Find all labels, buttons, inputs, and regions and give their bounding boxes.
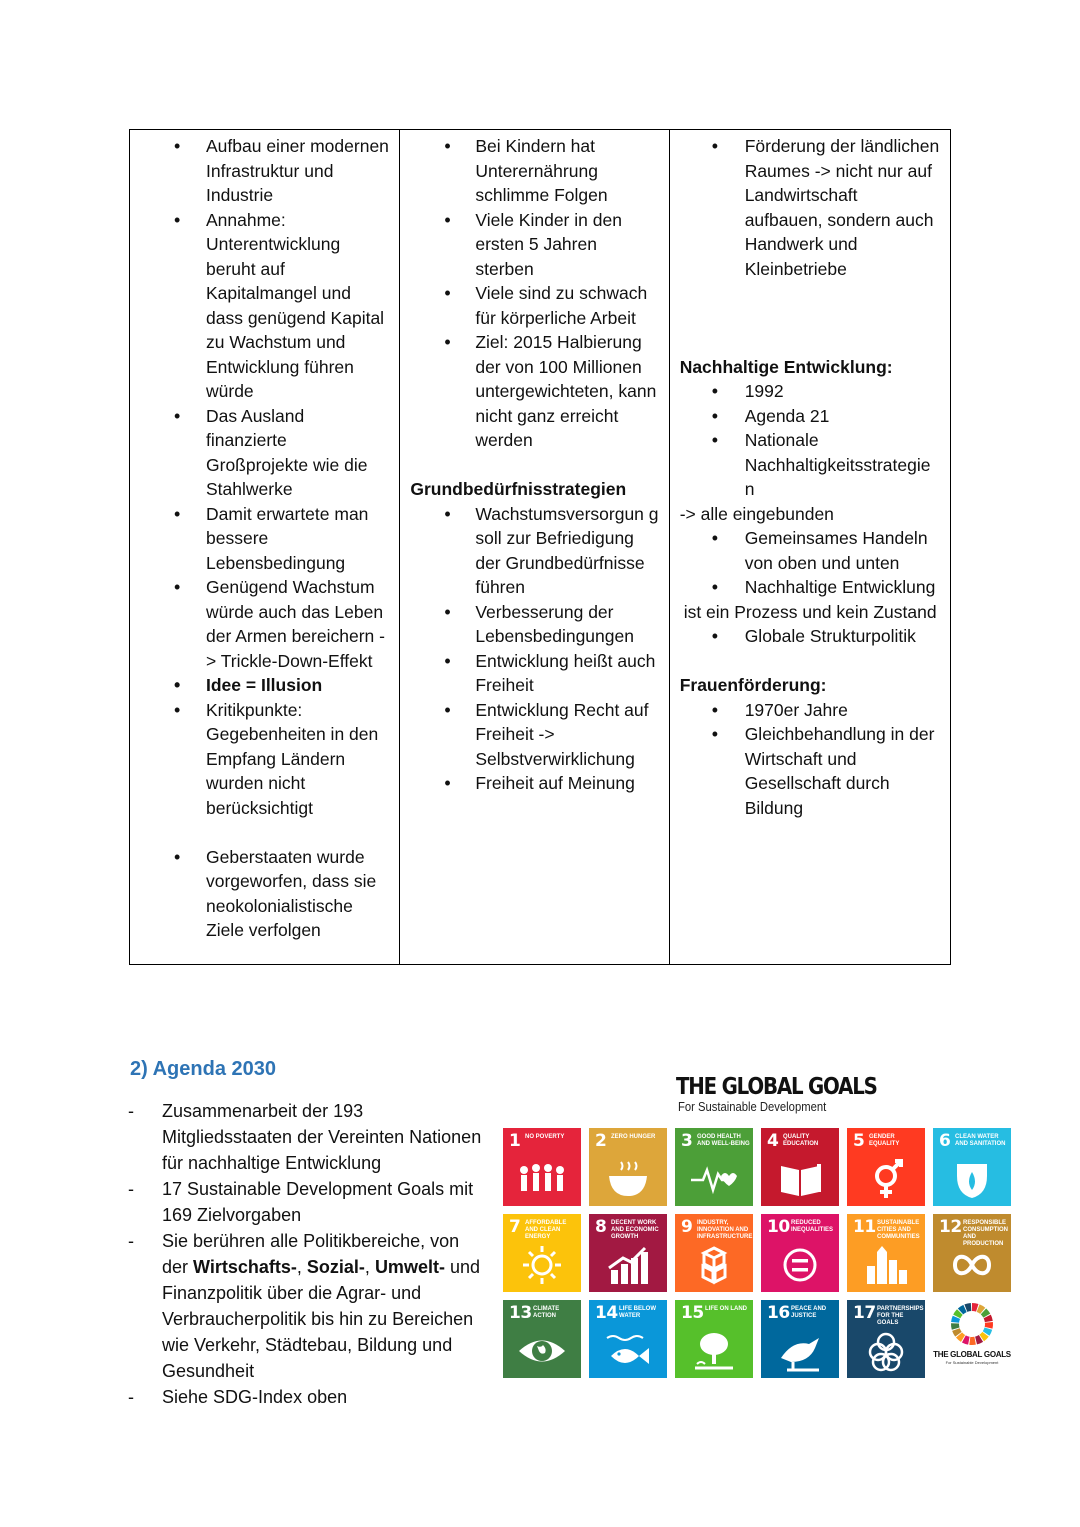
sdg-heading: THE GLOBAL GOALS xyxy=(676,1074,877,1100)
text-run: und Finanzpolitik über die Agrar- und Verbraucherpolitik bis hin zu Bereichen wie Verkehr, Städtebau, Bildung und Gesundheit xyxy=(162,1257,480,1381)
column-3-list-nachhaltig xyxy=(680,379,940,502)
eye-globe-icon xyxy=(515,1330,569,1372)
text-run-bold: Wirtschafts- xyxy=(193,1257,297,1277)
logo-subtitle: For Sustainable Development xyxy=(945,1360,999,1365)
city-icon xyxy=(859,1244,913,1286)
list-item: • Bei Kindern hat Unterernährung schlimme Folgen xyxy=(410,134,658,208)
growth-chart-icon xyxy=(601,1244,655,1286)
sdg-tile-label: RESPONSIBLE CONSUMPTION AND PRODUCTION xyxy=(963,1220,1008,1247)
sdg-tile-8 xyxy=(589,1214,667,1292)
list-item: • Agenda 21 xyxy=(680,404,940,429)
sdg-tile-12 xyxy=(933,1214,1011,1292)
column-2-list-top xyxy=(410,134,658,453)
column-3-list-handeln xyxy=(680,526,940,600)
sdg-tile-number: 17 xyxy=(853,1303,876,1323)
list-item xyxy=(128,1228,488,1384)
heading-frauenfoerderung: Frauenförderung: xyxy=(679,675,827,695)
sdg-tile-label: INDUSTRY, INNOVATION AND INFRASTRUCTURE xyxy=(697,1220,753,1240)
sdg-tile-label: REDUCED INEQUALITIES xyxy=(791,1220,834,1233)
table-column-1 xyxy=(130,130,399,964)
sdg-tile-15 xyxy=(675,1300,753,1378)
sdg-tile-7 xyxy=(503,1214,581,1292)
text-run-bold: Umwelt- xyxy=(374,1257,445,1277)
sdg-tile-label: CLEAN WATER AND SANITATION xyxy=(955,1134,1006,1147)
sdg-tile-16 xyxy=(761,1300,839,1378)
sdg-tile-number: 1 xyxy=(509,1131,521,1151)
list-item: • Geberstaaten wurde vorgeworfen, dass sie neokolonialistische Ziele verfolgen xyxy=(140,845,389,943)
sdg-tile-9 xyxy=(675,1214,753,1292)
rings-icon xyxy=(859,1330,913,1372)
sdg-tile-5 xyxy=(847,1128,925,1206)
sdg-subheading: For Sustainable Development xyxy=(678,1100,827,1114)
sdg-wheel-icon xyxy=(933,1300,1011,1350)
sun-icon xyxy=(515,1244,569,1286)
fish-icon xyxy=(601,1330,655,1372)
sdg-tile-3 xyxy=(675,1128,753,1206)
list-item: - Siehe SDG-Index oben xyxy=(128,1384,488,1410)
spacer xyxy=(680,281,940,306)
infinity-icon xyxy=(945,1244,999,1286)
spacer xyxy=(140,820,389,845)
sdg-tile-label: ZERO HUNGER xyxy=(611,1134,656,1140)
book-icon xyxy=(773,1158,827,1200)
list-item: • Aufbau einer modernen Infrastruktur und Industrie xyxy=(140,134,389,208)
sdg-tile-label: PARTNERSHIPS FOR THE GOALS xyxy=(877,1306,924,1326)
sdg-tile-label: QUALITY EDUCATION xyxy=(783,1134,819,1147)
spacer xyxy=(680,649,940,674)
sdg-tile-label: LIFE ON LAND xyxy=(705,1306,747,1312)
sdg-grid xyxy=(503,1128,1011,1378)
heading-nachhaltige-entwicklung: Nachhaltige Entwicklung: xyxy=(679,356,893,377)
spacer xyxy=(680,306,940,331)
dove-icon xyxy=(773,1330,827,1372)
agenda-list xyxy=(128,1098,488,1410)
sdg-tile-number: 3 xyxy=(681,1131,693,1151)
column-2-list-bottom xyxy=(410,502,658,796)
spacer xyxy=(680,330,940,355)
sdg-tile-label: GOOD HEALTH AND WELL-BEING xyxy=(697,1134,750,1147)
list-item: • Annahme: Unterentwicklung beruht auf Kapitalmangel und dass genügend Kapital zu Wachstum und Entwicklung führen würde xyxy=(140,208,389,404)
list-item: - Zusammenarbeit der 193 Mitgliedsstaaten der Vereinten Nationen für nachhaltige Entwicklung xyxy=(128,1098,488,1176)
list-item: - 17 Sustainable Development Goals mit 169 Zielvorgaben xyxy=(128,1176,488,1228)
column-1-list xyxy=(140,134,389,820)
sdg-tile-number: 15 xyxy=(681,1303,704,1323)
gender-icon xyxy=(859,1158,913,1200)
logo-wheel-segment xyxy=(969,1337,976,1345)
heading-grundbeduerfnisstrategien: Grundbedürfnisstrategien xyxy=(410,479,627,499)
sdg-tile-17 xyxy=(847,1300,925,1378)
list-item: • Verbesserung der Lebensbedingungen xyxy=(410,600,658,649)
list-item: • Das Ausland finanzierte Großprojekte wie die Stahlwerke xyxy=(140,404,389,502)
list-item: • 1992 xyxy=(680,379,940,404)
list-item: • Viele sind zu schwach für körperliche Arbeit xyxy=(410,281,658,330)
text-run: , xyxy=(296,1257,307,1277)
list-item: • Nationale Nachhaltigkeitsstrategie n xyxy=(680,428,940,502)
list-item: • Globale Strukturpolitik xyxy=(680,624,940,649)
bowl-icon xyxy=(601,1158,655,1200)
sdg-tile-4 xyxy=(761,1128,839,1206)
list-item: • Nachhaltige Entwicklung xyxy=(680,575,940,600)
sdg-tile-number: 12 xyxy=(939,1217,962,1237)
sdg-tile-number: 16 xyxy=(767,1303,790,1323)
cubes-icon xyxy=(687,1244,741,1286)
equal-icon xyxy=(773,1244,827,1286)
sdg-tile-13 xyxy=(503,1300,581,1378)
sdg-tile-label: GENDER EQUALITY xyxy=(869,1134,900,1147)
column-1-list-end xyxy=(140,845,389,943)
sdg-tile-label: CLIMATE ACTION xyxy=(533,1306,560,1319)
sdg-tile-1 xyxy=(503,1128,581,1206)
list-item: • 1970er Jahre xyxy=(680,698,940,723)
list-item: • Damit erwartete man bessere Lebensbedingung xyxy=(140,502,389,576)
text-run-bold: Sozial- xyxy=(306,1257,365,1277)
sdg-tile-label: SUSTAINABLE CITIES AND COMMUNITIES xyxy=(877,1220,920,1240)
sdg-tile-number: 2 xyxy=(595,1131,607,1151)
column-3-list-global xyxy=(680,624,940,649)
heartbeat-icon xyxy=(687,1158,741,1200)
sdg-tile-number: 7 xyxy=(509,1217,521,1237)
text-run: , xyxy=(364,1257,375,1277)
sdg-tile-number: 9 xyxy=(681,1217,693,1237)
sdg-tile-label: LIFE BELOW WATER xyxy=(619,1306,656,1319)
list-item: • Förderung der ländlichen Raumes -> nicht nur auf Landwirtschaft aufbauen, sondern auch Handwerk und Kleinbetriebe xyxy=(680,134,940,281)
text-line: ist ein Prozess und kein Zustand xyxy=(683,601,937,622)
list-item: • Entwicklung Recht auf Freiheit -> Selbstverwirklichung xyxy=(410,698,658,772)
text-run: Sie berühren alle Politikbereiche, von der xyxy=(162,1231,460,1277)
list-item: • Ziel: 2015 Halbierung der von 100 Millionen untergewichteten, kann nicht ganz erreicht werden xyxy=(410,330,658,453)
list-item: • Gemeinsames Handeln von oben und unten xyxy=(680,526,940,575)
logo-wheel-segment xyxy=(985,1322,993,1329)
list-item: • Freiheit auf Meinung xyxy=(410,771,658,796)
section-title: 2) Agenda 2030 xyxy=(130,1058,276,1080)
table-column-2 xyxy=(399,130,668,964)
list-item: • Gleichbehandlung in der Wirtschaft und Gesellschaft durch Bildung xyxy=(680,722,940,820)
sdg-tile-number: 8 xyxy=(595,1217,607,1237)
sdg-tile-label: PEACE AND JUSTICE xyxy=(791,1306,827,1319)
sdg-tile-11 xyxy=(847,1214,925,1292)
sdg-tile-10 xyxy=(761,1214,839,1292)
people-icon xyxy=(515,1158,569,1200)
sdg-tile-label: AFFORDABLE AND CLEAN ENERGY xyxy=(525,1220,567,1240)
logo-title: THE GLOBAL GOALS xyxy=(933,1350,1011,1359)
column-3-list-frauen xyxy=(680,698,940,821)
list-item: • Idee = Illusion xyxy=(140,673,389,698)
list-item: • Kritikpunkte: Gegebenheiten in den Empfang Ländern wurden nicht berücksichtigt xyxy=(140,698,389,821)
list-item: • Viele Kinder in den ersten 5 Jahren sterben xyxy=(410,208,658,282)
sdg-tile-label: DECENT WORK AND ECONOMIC GROWTH xyxy=(611,1220,659,1240)
strategy-table xyxy=(129,129,951,965)
sdg-tile-number: 4 xyxy=(767,1131,779,1151)
column-3-list-top xyxy=(680,134,940,281)
text-line: -> alle eingebunden xyxy=(679,503,834,524)
list-item: • Entwicklung heißt auch Freiheit xyxy=(410,649,658,698)
sdg-tile-2 xyxy=(589,1128,667,1206)
global-goals-logo xyxy=(933,1300,1011,1378)
sdg-tile-number: 10 xyxy=(767,1217,790,1237)
sdg-tile-number: 11 xyxy=(853,1217,876,1237)
spacer xyxy=(410,453,658,478)
sdg-tile-number: 6 xyxy=(939,1131,951,1151)
sdg-tile-number: 13 xyxy=(509,1303,532,1323)
table-column-3 xyxy=(669,130,950,964)
sdg-tile-6 xyxy=(933,1128,1011,1206)
list-item: • Wachstumsversorgun g soll zur Befriedigung der Grundbedürfnisse führen xyxy=(410,502,658,600)
tree-icon xyxy=(687,1330,741,1372)
list-item: • Genügend Wachstum würde auch das Leben der Armen bereichern -> Trickle-Down-Effekt xyxy=(140,575,389,673)
sdg-tile-14 xyxy=(589,1300,667,1378)
sdg-tile-label: NO POVERTY xyxy=(525,1134,565,1140)
water-drop-icon xyxy=(945,1158,999,1200)
sdg-tile-number: 5 xyxy=(853,1131,865,1151)
sdg-tile-number: 14 xyxy=(595,1303,618,1323)
